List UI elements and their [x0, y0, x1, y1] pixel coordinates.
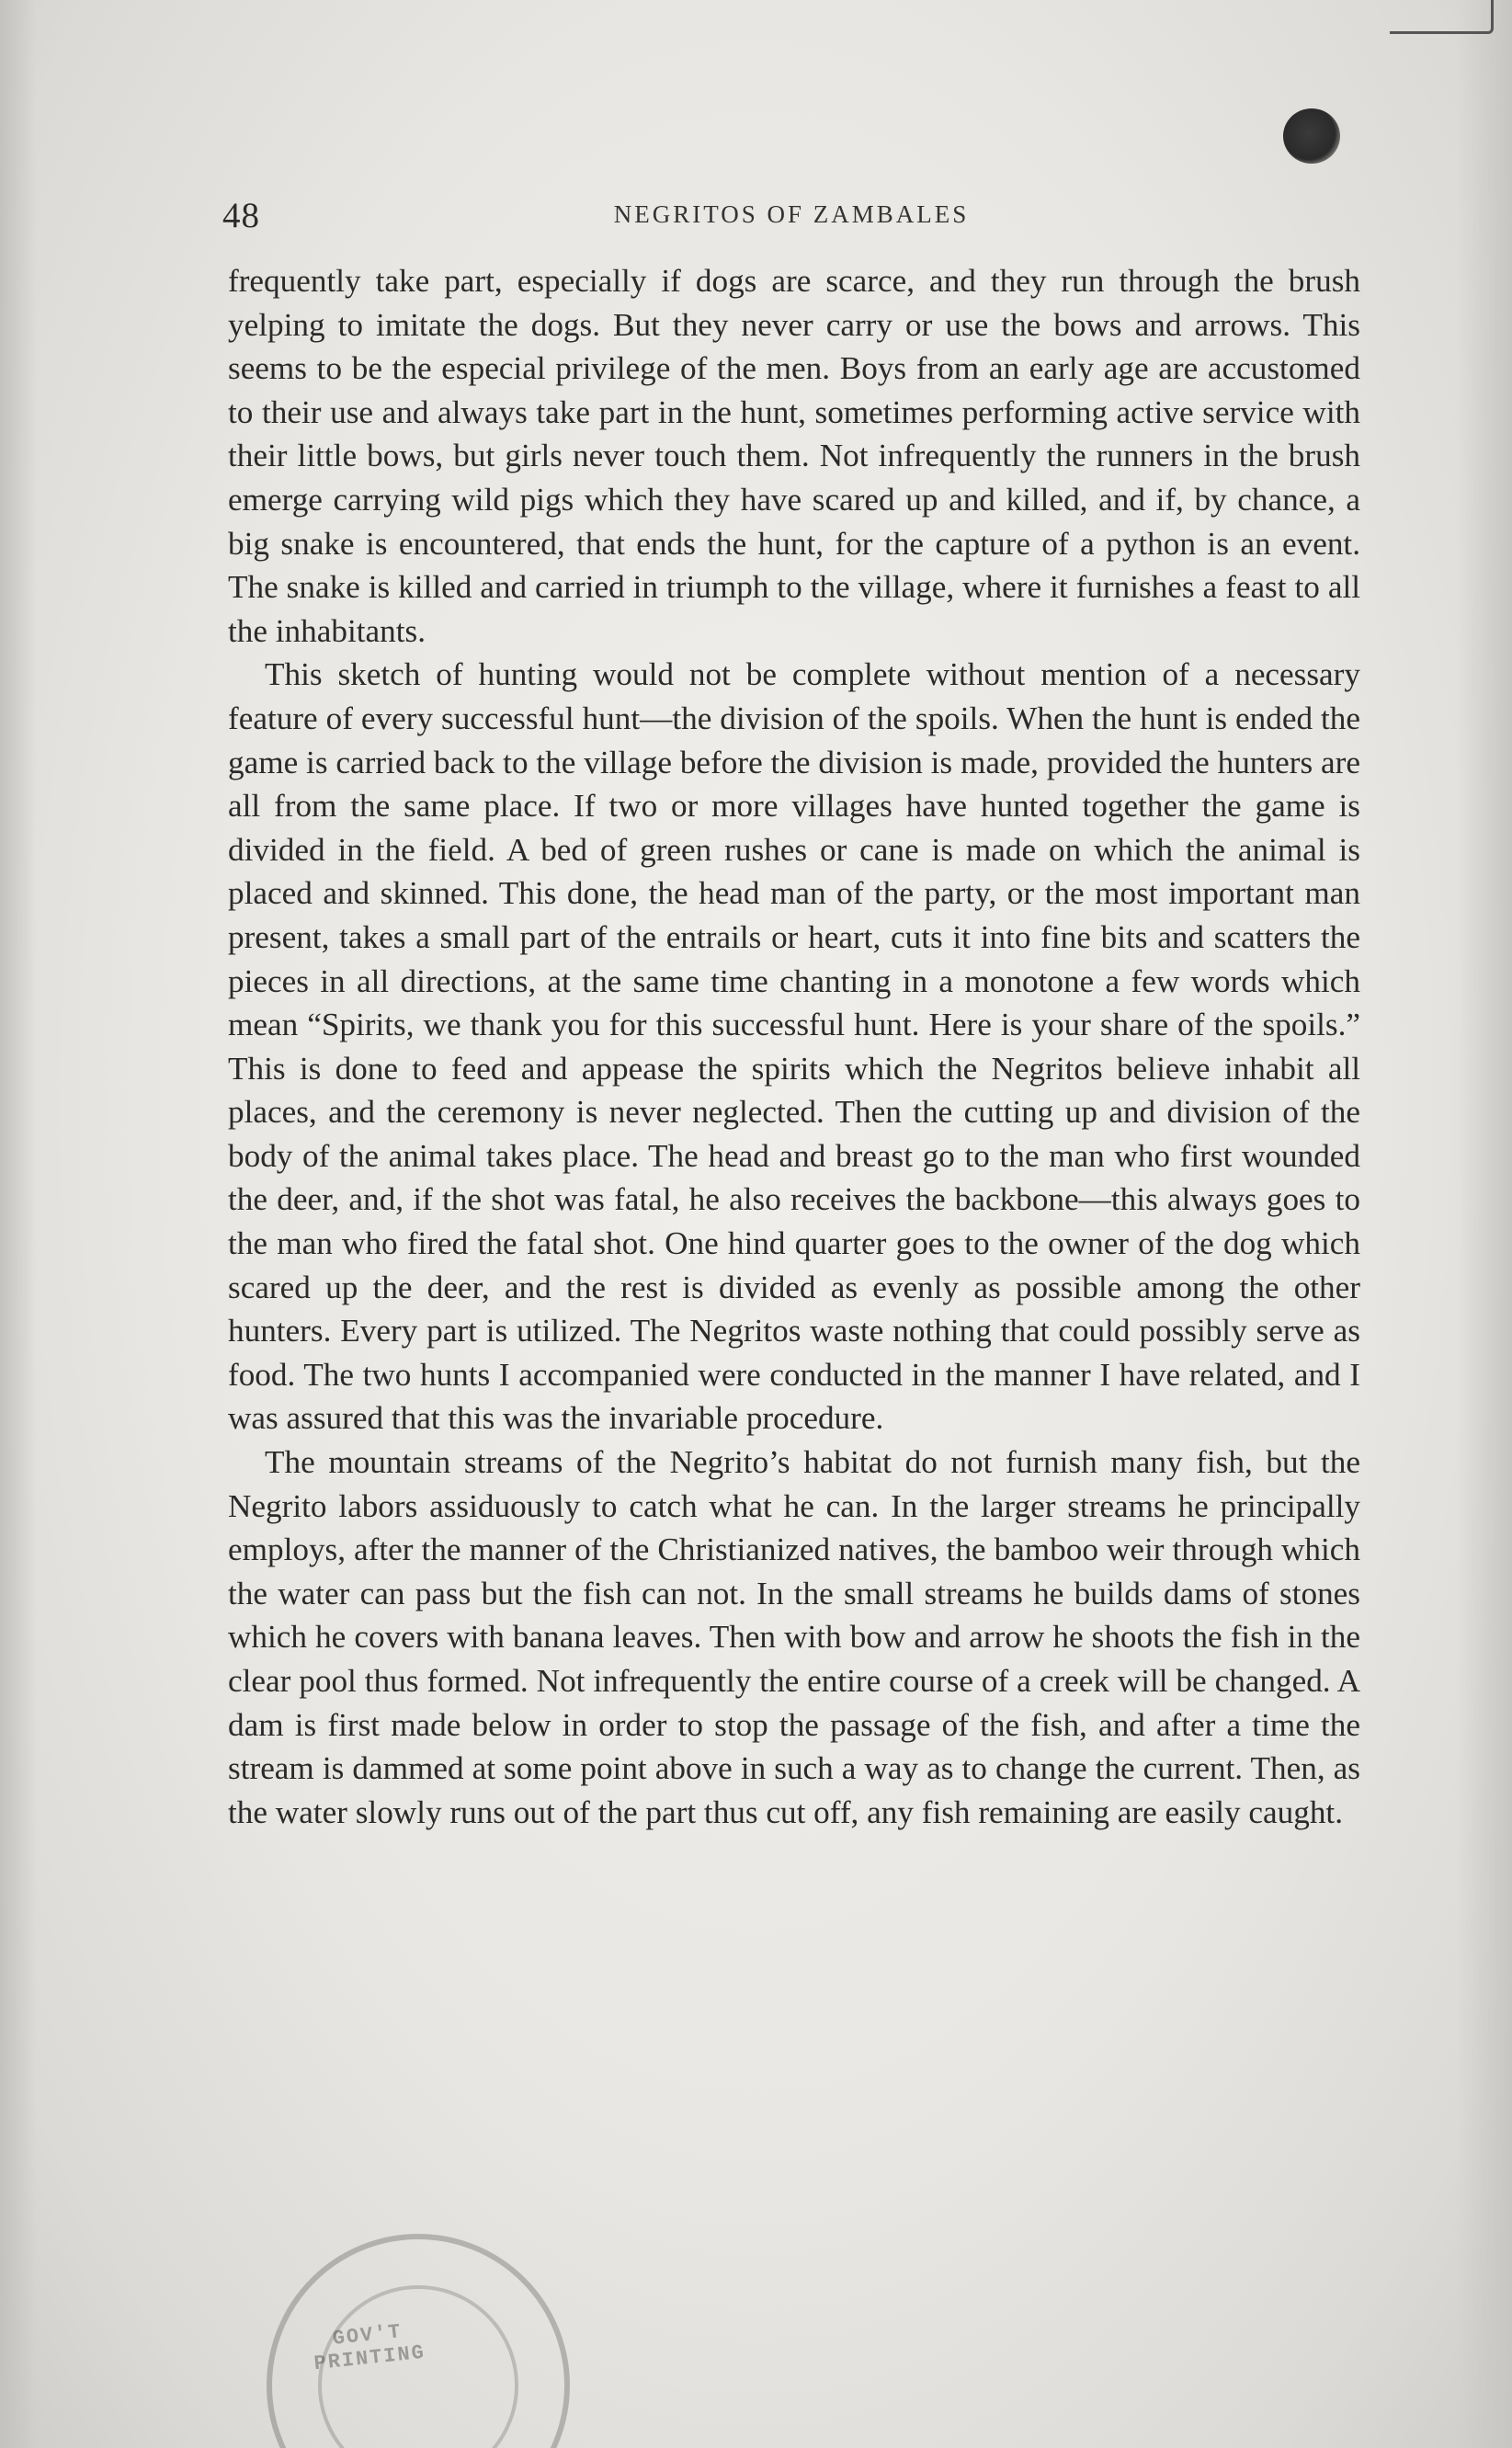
page-number: 48: [222, 196, 260, 235]
running-title: NEGRITOS OF ZAMBALES: [613, 200, 970, 228]
body-text: [228, 259, 1360, 1834]
stamp-text: GOV'T PRINTING: [313, 2320, 427, 2376]
paragraph-3: The mountain streams of the Negrito’s habitat do not furnish many fish, but the Negrito labors assiduously to catch what he can. In the larger streams he principally employs, after the manner of the Christianized natives, the bamboo weir through which the water can pass but the fish can not. In the small streams he builds dams of stones which he covers with banana leaves. Then with bow and arrow he shoots the fish in the clear pool thus formed. Not infrequently the entire course of a creek will be changed. A dam is first made below in order to stop the passage of the fish, and after a time the stream is dammed at some point above in such a way as to change the current. Then, as the water slowly runs out of the part thus cut off, any fish remaining are easily caught.: [228, 1444, 1360, 1830]
page-edge-shadow-left: [0, 0, 37, 2448]
page-edge-shadow-right: [1457, 0, 1512, 2448]
page-header: [222, 195, 1360, 241]
corner-pencil-mark: [1390, 0, 1494, 34]
library-stamp: [267, 2234, 570, 2448]
ink-blot: [1283, 108, 1340, 164]
paragraph-1: frequently take part, especially if dogs are scarce, and they run through the brush yelping to imitate the dogs. But they never carry or use the bows and arrows. This seems to be the especial privilege of the men. Boys from an early age are accustomed to their use and always take part in the hunt, sometimes performing active service with their little bows, but girls never touch them. Not infrequently the runners in the brush emerge carrying wild pigs which they have scared up and killed, and if, by chance, a big snake is encountered, that ends the hunt, for the capture of a python is an event. The snake is killed and carried in triumph to the village, where it furnishes a feast to all the inhabitants.: [228, 263, 1360, 649]
paragraph-2: This sketch of hunting would not be complete without mention of a necessary feature of every successful hunt—the division of the spoils. When the hunt is ended the game is carried back to the village before the division is made, provided the hunters are all from the same place. If two or more villages have hunted together the game is divided in the field. A bed of green rushes or cane is made on which the animal is placed and skinned. This done, the head man of the party, or the most important man present, takes a small part of the entrails or heart, cuts it into fine bits and scatters the pieces in all directions, at the same time chanting in a monotone a few words which mean “Spirits, we thank you for this successful hunt. Here is your share of the spoils.” This is done to feed and appease the spirits which the Negritos believe inhabit all places, and the ceremony is never neglected. Then the cutting up and division of the body of the animal takes place. The head and breast go to the man who first wounded the deer, and, if the shot was fatal, he also receives the backbone—this always goes to the man who fired the fatal shot. One hind quarter goes to the owner of the dog which scared up the deer, and the rest is divided as evenly as possible among the other hunters. Every part is utilized. The Negritos waste nothing that could possibly serve as food. The two hunts I accompanied were conducted in the manner I have related, and I was assured that this was the invariable procedure.: [228, 656, 1360, 1437]
